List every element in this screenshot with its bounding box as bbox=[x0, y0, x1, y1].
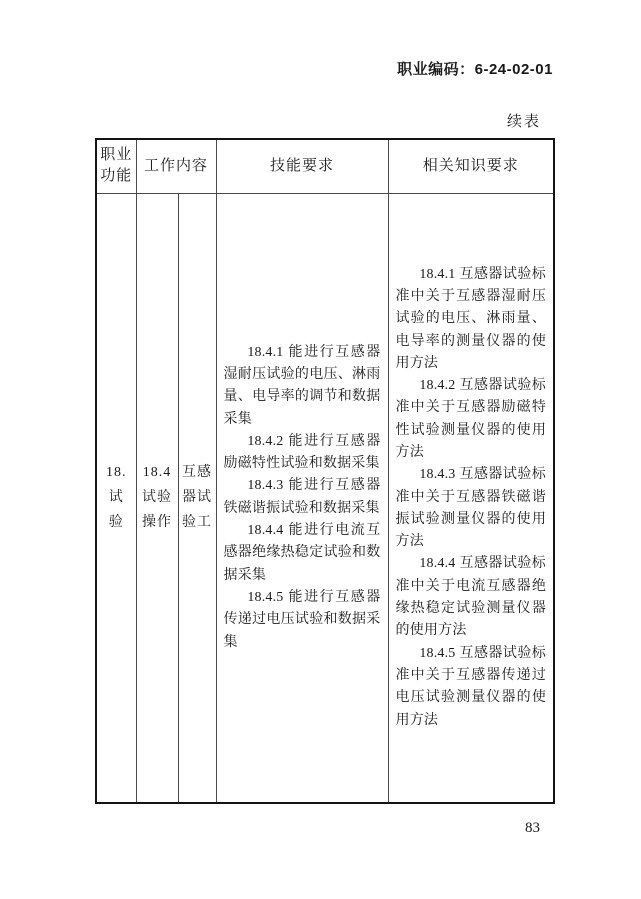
header-occupational-function-line2: 功能 bbox=[100, 168, 133, 185]
skill-item: 18.4.3 能进行互感器铁磁谐振试验和数据采集 bbox=[223, 478, 381, 516]
occupation-code-label: 职业编码：6-24-02-01 bbox=[397, 61, 553, 78]
work-content-line: 操作 bbox=[142, 515, 172, 531]
knowledge-item: 18.4.2 互感器试验标准中关于互感器励磁特性试验测量仪器的使用方法 bbox=[395, 378, 547, 460]
table-header-row bbox=[96, 139, 554, 193]
standard-requirements-table bbox=[95, 138, 555, 804]
occupation-name-line: 验工 bbox=[182, 515, 212, 531]
work-content-line: 18.4 bbox=[142, 465, 172, 481]
skill-item: 18.4.1 能进行互感器湿耐压试验的电压、淋雨量、电导率的调节和数据采集 bbox=[223, 344, 381, 427]
header-occupational-function bbox=[96, 139, 136, 193]
cell-skill-requirements bbox=[216, 193, 388, 803]
table-body-row bbox=[96, 193, 554, 803]
skill-item: 18.4.2 能进行互感器励磁特性试验和数据采集 bbox=[223, 433, 381, 472]
cell-occupation-name bbox=[178, 193, 216, 803]
header-occupational-function-line1: 职业 bbox=[100, 147, 133, 164]
cell-occupational-function bbox=[96, 193, 136, 803]
function-line: 18. bbox=[106, 465, 127, 481]
knowledge-item: 18.4.5 互感器试验标准中关于互感器传递过电压试验测量仪器的使用方法 bbox=[395, 645, 547, 728]
work-content-line: 试验 bbox=[142, 490, 172, 506]
header-knowledge-requirements: 相关知识要求 bbox=[388, 139, 554, 193]
page-number: 83 bbox=[525, 820, 540, 836]
occupation-name-line: 互感 bbox=[182, 465, 212, 481]
cell-knowledge-requirements bbox=[388, 193, 554, 803]
occupation-name-line: 器试 bbox=[182, 490, 212, 506]
header-skill-requirements: 技能要求 bbox=[216, 139, 388, 193]
continued-table-label: 续表 bbox=[506, 114, 541, 130]
function-line: 验 bbox=[108, 515, 124, 531]
function-line: 试 bbox=[108, 490, 124, 506]
knowledge-item: 18.4.3 互感器试验标准中关于互感器铁磁谐振试验测量仪器的使用方法 bbox=[395, 467, 547, 550]
knowledge-item: 18.4.4 互感器试验标准中关于电流互感器绝缘热稳定试验测量仪器的使用方法 bbox=[395, 556, 547, 639]
knowledge-item: 18.4.1 互感器试验标准中关于互感器湿耐压试验的电压、淋雨量、电导率的测量仪器的使用方法 bbox=[395, 266, 547, 371]
cell-work-content bbox=[136, 193, 178, 803]
skill-item: 18.4.4 能进行电流互感器绝缘热稳定试验和数据采集 bbox=[223, 523, 381, 583]
skill-item: 18.4.5 能进行互感器传递过电压试验和数据采集 bbox=[223, 589, 381, 650]
header-work-content: 工作内容 bbox=[136, 139, 216, 193]
